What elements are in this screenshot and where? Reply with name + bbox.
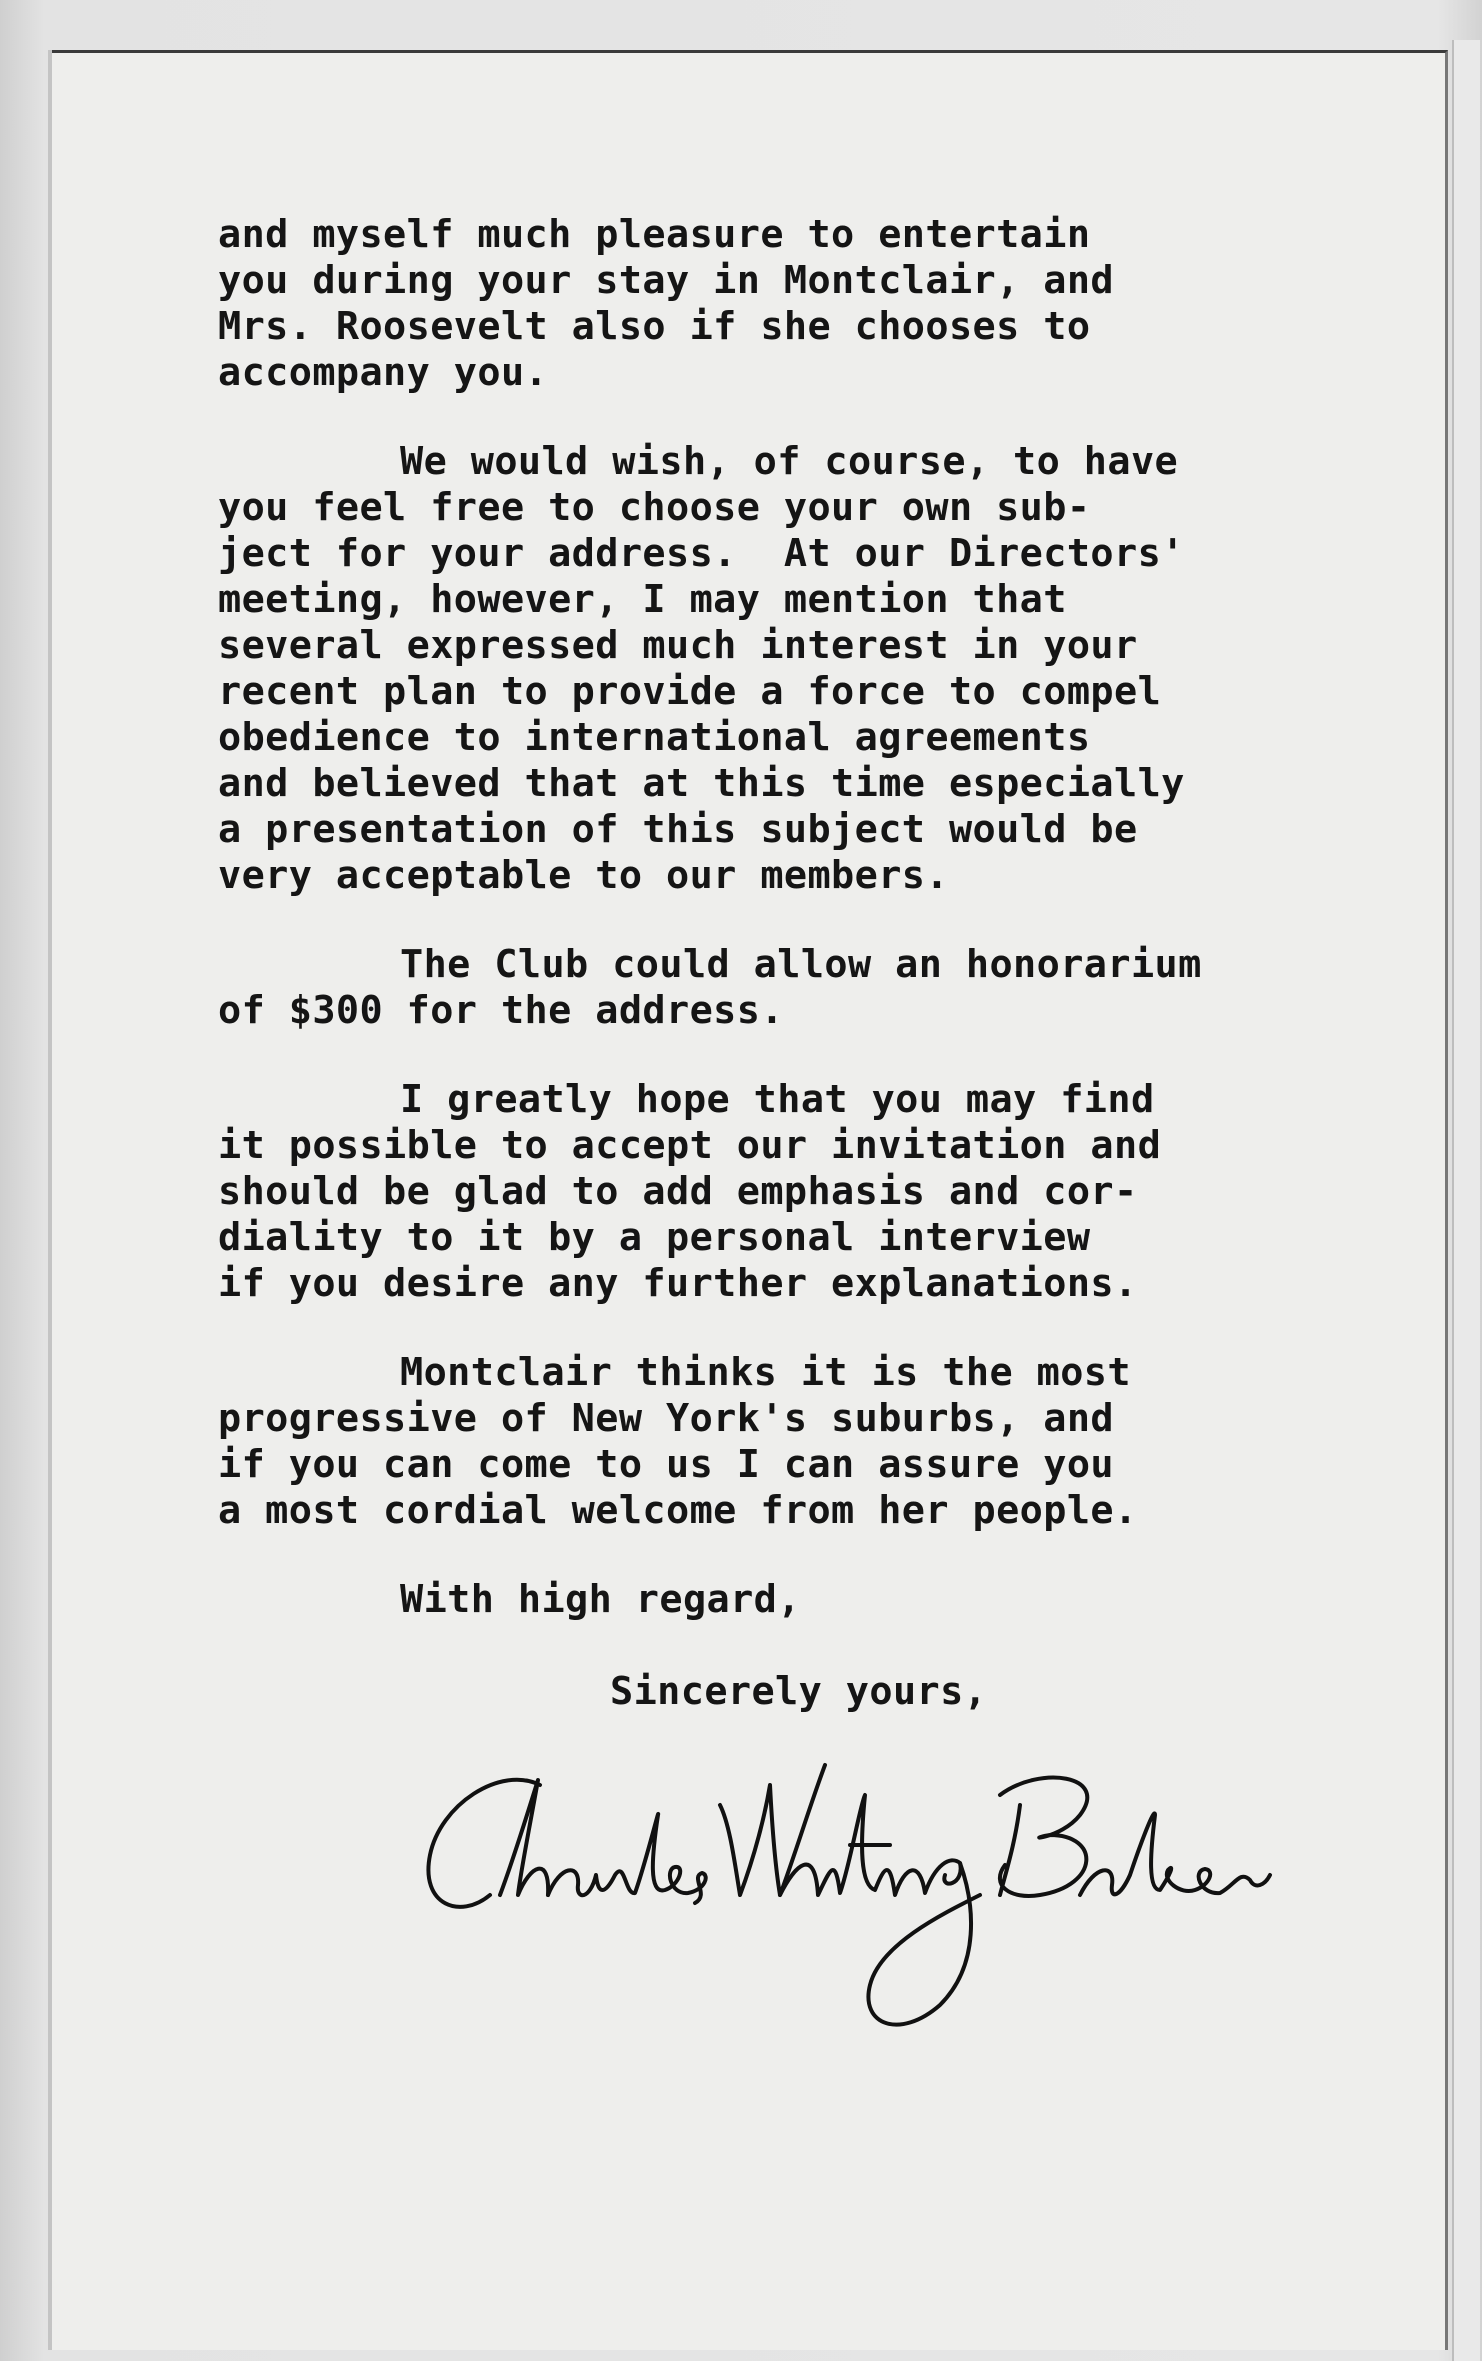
- text-line: meeting, however, I may mention that: [218, 577, 1067, 622]
- paragraph-3: [218, 942, 1338, 1034]
- letter-body: [218, 212, 1338, 1715]
- text-line: a most cordial welcome from her people.: [218, 1488, 1138, 1533]
- adjacent-page-edge: [1452, 40, 1480, 2361]
- text-line: several expressed much interest in your: [218, 623, 1138, 668]
- text-line: if you can come to us I can assure you: [218, 1442, 1115, 1487]
- sheet-left-edge: [48, 50, 52, 2350]
- text-line: of $300 for the address.: [218, 988, 784, 1033]
- closing-line: With high regard,: [400, 1577, 801, 1622]
- paragraph-2: [218, 439, 1338, 899]
- text-line: a presentation of this subject would be: [218, 807, 1138, 852]
- text-line: accompany you.: [218, 350, 549, 395]
- text-line: diality to it by a personal interview: [218, 1215, 1091, 1260]
- text-line: ject for your address. At our Directors': [218, 531, 1185, 576]
- paragraph-5: [218, 1350, 1338, 1534]
- text-line: you feel free to choose your own sub-: [218, 485, 1091, 530]
- handwritten-signature: [420, 1745, 1280, 2045]
- text-line: We would wish, of course, to have: [400, 439, 1179, 484]
- text-line: Mrs. Roosevelt also if she chooses to: [218, 304, 1091, 349]
- text-line: you during your stay in Montclair, and: [218, 258, 1115, 303]
- text-line: obedience to international agreements: [218, 715, 1091, 760]
- text-line: progressive of New York's suburbs, and: [218, 1396, 1115, 1441]
- paragraph-1: [218, 212, 1338, 396]
- text-line: very acceptable to our members.: [218, 853, 949, 898]
- text-line: if you desire any further explanations.: [218, 1261, 1138, 1306]
- paragraph-4: [218, 1077, 1338, 1307]
- sign-off-line: Sincerely yours,: [610, 1669, 988, 1714]
- text-line: should be glad to add emphasis and cor-: [218, 1169, 1138, 1214]
- text-line: recent plan to provide a force to compel: [218, 669, 1162, 714]
- text-line: and myself much pleasure to entertain: [218, 212, 1091, 257]
- text-line: it possible to accept our invitation and: [218, 1123, 1162, 1168]
- text-line: I greatly hope that you may find: [400, 1077, 1155, 1122]
- text-line: The Club could allow an honorarium: [400, 942, 1202, 987]
- text-line: and believed that at this time especially: [218, 761, 1185, 806]
- text-line: Montclair thinks it is the most: [400, 1350, 1131, 1395]
